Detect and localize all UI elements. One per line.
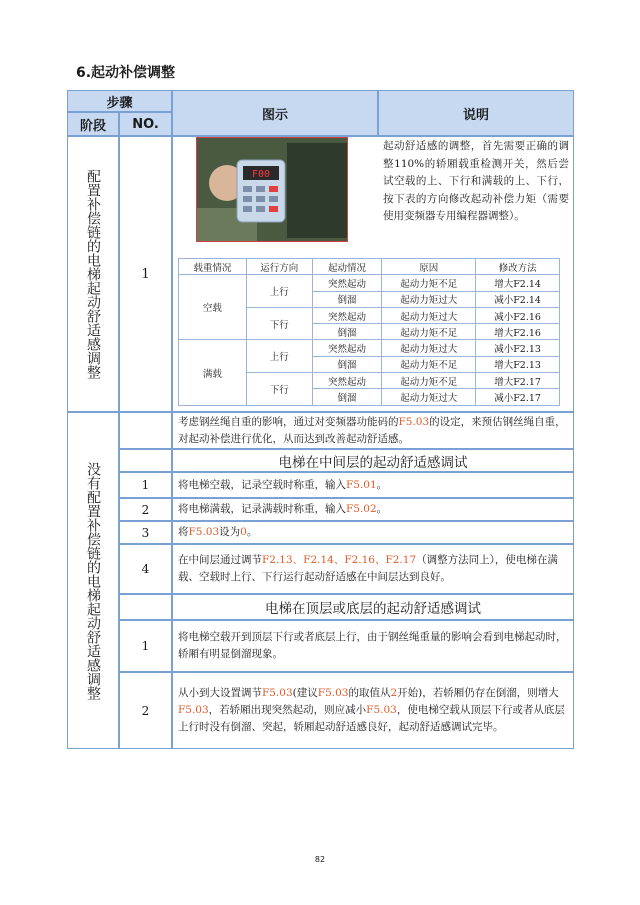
cell-start: 倒溜 [312,389,382,405]
mid-step-no: 4 [119,544,172,594]
stage-label-without-chain: 没有配置补偿链的电梯起动舒适感调整 [85,461,101,700]
step-text: 。 [376,478,388,491]
cell-start: 突然起动 [312,307,382,323]
stage-cell-without-chain [67,412,119,749]
step-text: 将电梯空载开到顶层下行或者底层上行，由于钢丝绳重量的影响会看到电梯起动时，轿厢有明显倒溜现象。 [178,631,567,660]
header-no: NO. [119,112,172,136]
param-value: 0 [240,526,247,538]
th-cause: 原因 [382,259,476,275]
cell-cause: 起动力矩不足 [382,324,476,340]
step-text: 将 [178,526,189,538]
step-text: 从小到大设置调节 [178,687,262,699]
step-text: 将电梯满载，记录满载时称重，输入 [178,503,346,515]
step-text: ，若轿厢出现突然起动，则应减小 [208,704,367,716]
load-empty: 空载 [179,275,247,340]
cell-cause: 起动力矩过大 [382,291,476,307]
cell-start: 突然起动 [312,275,382,291]
stage-label-with-chain: 配置补偿链的电梯起动舒适感调整 [85,169,101,379]
intro-text-b: 的设定，来预估钢丝绳自重，对起动补偿进行优化，从而达到改善起动舒适感。 [178,415,566,445]
cell-cause: 起动力矩过大 [382,389,476,405]
step-text: 的取值从 [348,687,391,699]
th-load: 载重情况 [179,259,247,275]
mid-step-no: 1 [119,472,172,498]
table-header-row [179,259,560,275]
dir-down: 下行 [246,373,312,406]
cell-cause: 起动力矩不足 [382,373,476,389]
stage-cell-with-chain [67,136,119,412]
th-fix: 修改方法 [476,259,560,275]
mid-floor-title: 电梯在中间层的起动舒适感调试 [172,449,574,472]
cell-fix: 增大F2.17 [476,373,560,389]
step-text: （调整方法同上），使电梯在满载、空载时上行、下行运行起动舒适感在中间层达到良好。 [178,554,558,583]
intro-text-a: 考虑钢丝绳自重的影响，通过对变频器功能码的 [178,415,399,428]
param-code: F5.03 [262,687,293,699]
mid-step-4-text [178,544,569,594]
dir-down: 下行 [246,307,312,340]
page-number: 82 [314,855,326,864]
param-code: F2.13、F2.14、F2.16、F2.17 [262,554,417,566]
cell-fix: 减小F2.16 [476,307,560,323]
intro-no-cell [119,412,172,449]
cell-start: 突然起动 [312,340,382,356]
cell-fix: 减小F2.17 [476,389,560,405]
cell-start: 倒溜 [312,291,382,307]
top-step-2-text [178,672,569,749]
header-explanation: 说明 [378,90,574,136]
mid-step-no: 3 [119,521,172,544]
step-text: 开始)，若轿厢仍存在倒溜，则增大 [397,687,559,699]
cell-fix: 减小F2.14 [476,291,560,307]
header-steps: 步骤 [67,90,172,112]
top-step-1-text [178,620,569,672]
top-floor-title: 电梯在顶层或底层的起动舒适感调试 [172,594,574,620]
param-code: F5.01 [346,478,377,491]
part1-description: 起动舒适感的调整，首先需要正确的调整110%的轿厢载重检测开关，然后尝试空载的上、下行和满载的上、下行，按下表的方向修改起动补偿力矩（需要使用变频器专用编程器调整）。 [383,140,569,222]
step-number: 1 [119,136,172,412]
load-full: 满载 [179,340,247,405]
cell-cause: 起动力矩过大 [382,340,476,356]
param-code: F5.03 [366,704,397,716]
mid-title-no-cell [119,449,172,472]
header-stage: 阶段 [67,112,119,136]
param-code: F5.03 [188,526,220,538]
top-title-no-cell [119,594,172,620]
step-text: ，使电梯空载从顶层下行或者从底层上行时没有倒溜、突起，轿厢起动舒适感良好，起动舒适感调试完毕。 [178,704,565,733]
step-text: 将电梯空载，记录空载时称重，输入 [178,478,346,491]
mid-step-1-text [178,472,568,498]
cell-cause: 起动力矩不足 [382,356,476,372]
param-value: 2 [390,687,398,699]
th-direction: 运行方向 [246,259,312,275]
intro-text [178,414,568,447]
dir-up: 上行 [246,340,312,373]
param-code: F5.03 [317,687,349,699]
cell-start: 突然起动 [312,373,382,389]
top-step-no: 2 [119,672,172,749]
cell-fix: 增大F2.16 [476,324,560,340]
top-step-no: 1 [119,620,172,672]
cell-fix: 增大F2.13 [476,356,560,372]
cell-fix: 减小F2.13 [476,340,560,356]
cell-start: 倒溜 [312,356,382,372]
table-row [179,340,560,356]
mid-step-3-text [178,521,568,544]
param-code: F5.02 [346,503,377,515]
step-text: 设为 [219,526,241,538]
param-code: F5.03 [178,704,209,716]
step-text: 在中间层通过调节 [178,554,262,566]
param-code: F5.03 [398,415,430,428]
th-start: 起动情况 [312,259,382,275]
cell-start: 倒溜 [312,324,382,340]
cell-cause: 起动力矩过大 [382,307,476,323]
step-text: (建议 [292,687,318,699]
cell-fix: 增大F2.14 [476,275,560,291]
table-row [179,275,560,291]
programmer-device-photo [196,137,348,242]
section-title: 6.起动补偿调整 [76,65,176,81]
mid-step-no: 2 [119,498,172,521]
device-display: F00 [251,169,271,180]
header-figure: 图示 [172,90,378,136]
cell-cause: 起动力矩不足 [382,275,476,291]
step-text: 。 [246,526,258,538]
step-text: 。 [376,503,388,515]
mid-step-2-text [178,498,568,521]
device-illustration [197,138,348,242]
start-compensation-table [178,258,560,406]
dir-up: 上行 [246,275,312,308]
